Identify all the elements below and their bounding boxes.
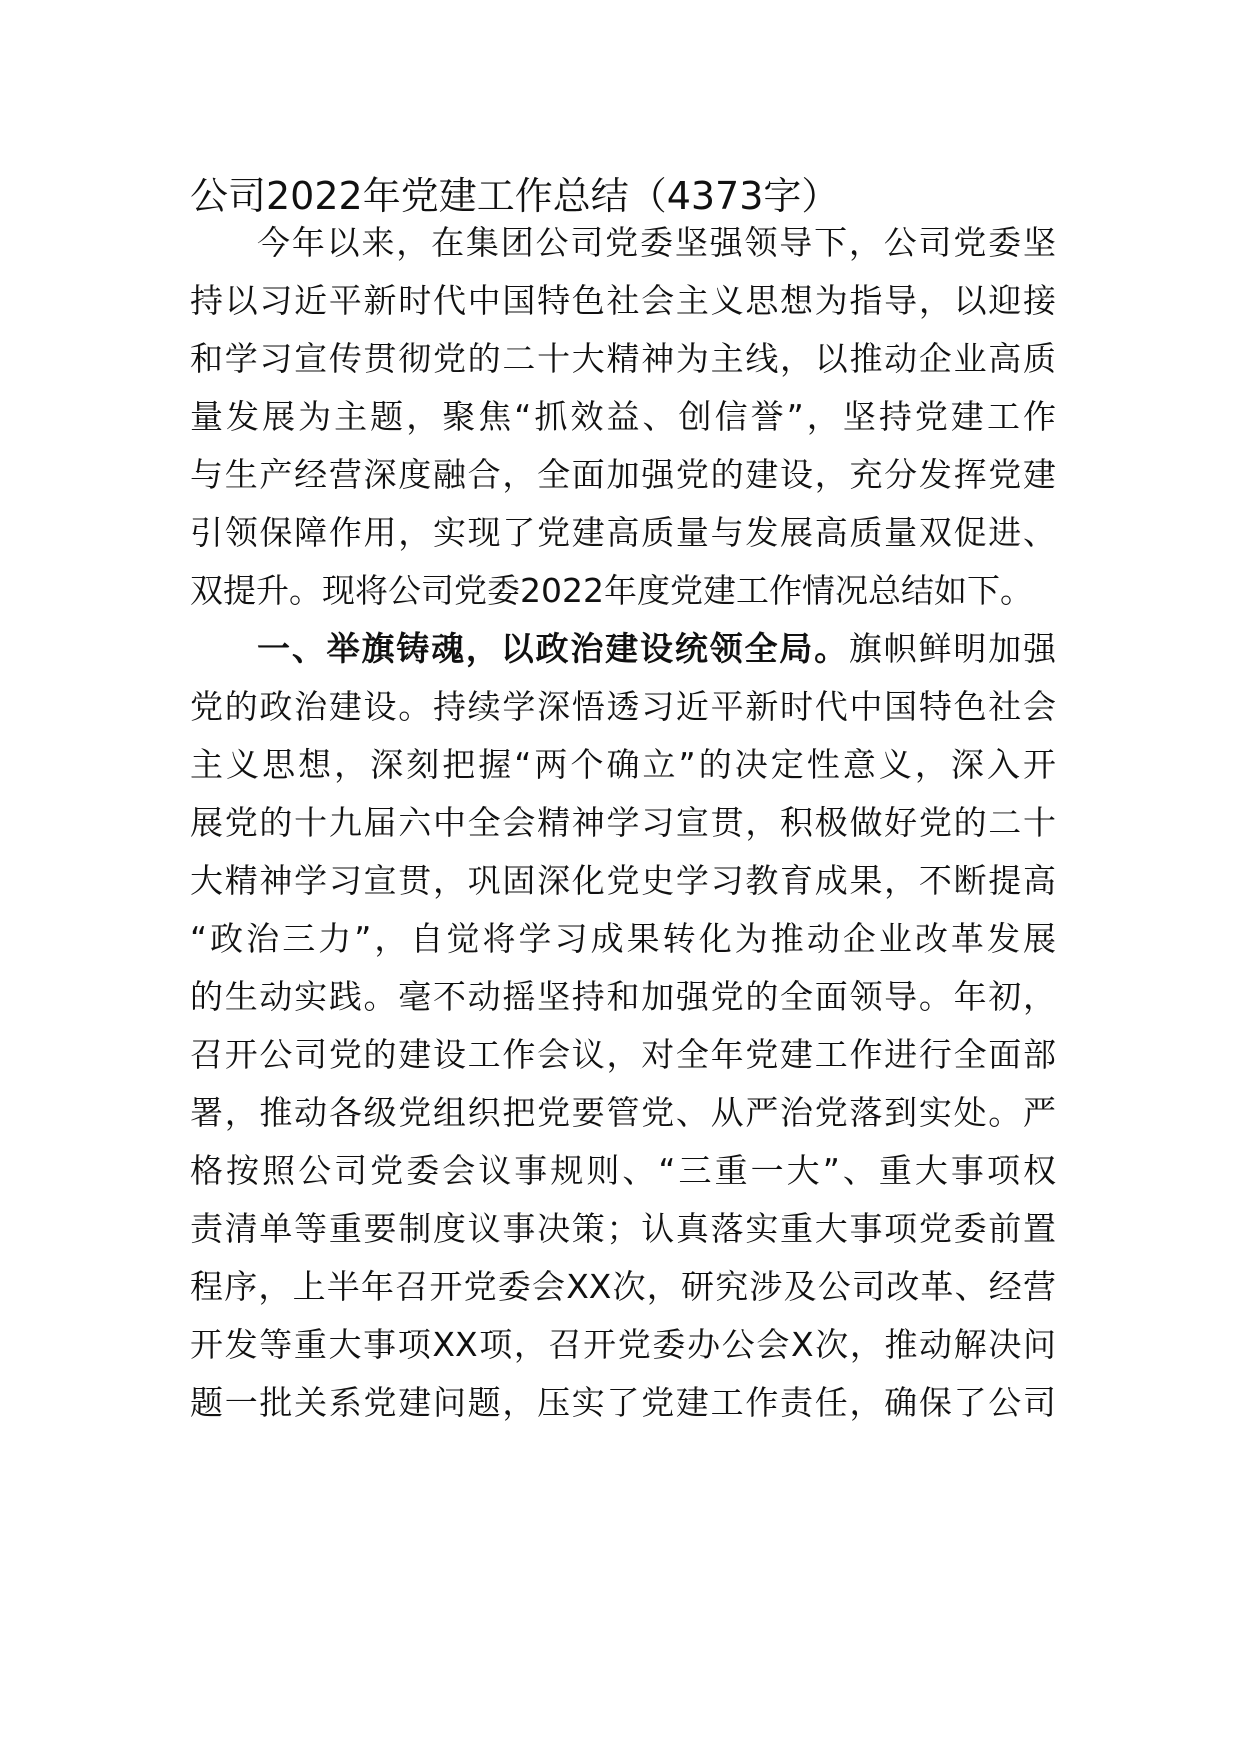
paragraph-line: 与生产经营深度融合，全面加强党的建设，充分发挥党建 (190, 455, 1056, 494)
paragraph-line: 大精神学习宣贯，巩固深化党史学习教育成果，不断提高 (190, 861, 1056, 900)
section-line-rest: 旗帜鲜明加强 (848, 629, 1057, 668)
paragraph-line: 召开公司党的建设工作会议，对全年党建工作进行全面部 (190, 1035, 1056, 1074)
paragraph-line: 展党的十九届六中全会精神学习宣贯，积极做好党的二十 (190, 803, 1056, 842)
paragraph-line: 题一批关系党建问题，压实了党建工作责任，确保了公司 (190, 1383, 1056, 1422)
section-heading-line (257, 624, 1056, 674)
paragraph-line: 程序，上半年召开党委会XX次，研究涉及公司改革、经营 (190, 1267, 1056, 1306)
paragraph-line: 引领保障作用，实现了党建高质量与发展高质量双促进、 (190, 513, 1056, 552)
section-heading: 一、举旗铸魂，以政治建设统领全局。 (257, 629, 849, 668)
paragraph-line: 今年以来，在集团公司党委坚强领导下，公司党委坚 (257, 223, 1056, 262)
paragraph-line: “政治三力”，自觉将学习成果转化为推动企业改革发展 (190, 919, 1056, 958)
paragraph-line: 量发展为主题，聚焦“抓效益、创信誉”，坚持党建工作 (190, 397, 1056, 436)
paragraph-line: 双提升。现将公司党委2022年度党建工作情况总结如下。 (190, 571, 1033, 610)
paragraph-line: 和学习宣传贯彻党的二十大精神为主线，以推动企业高质 (190, 339, 1056, 378)
paragraph-line: 的生动实践。毫不动摇坚持和加强党的全面领导。年初， (190, 977, 1056, 1016)
paragraph-line: 党的政治建设。持续学深悟透习近平新时代中国特色社会 (190, 687, 1056, 726)
paragraph-line: 格按照公司党委会议事规则、“三重一大”、重大事项权 (190, 1151, 1056, 1190)
document-title: 公司2022年党建工作总结（4373字） (190, 174, 840, 218)
paragraph-line: 署，推动各级党组织把党要管党、从严治党落到实处。严 (190, 1093, 1056, 1132)
paragraph-line: 开发等重大事项XX项，召开党委办公会X次，推动解决问 (190, 1325, 1056, 1364)
paragraph-line: 持以习近平新时代中国特色社会主义思想为指导，以迎接 (190, 281, 1056, 320)
paragraph-line: 主义思想，深刻把握“两个确立”的决定性意义，深入开 (190, 745, 1056, 784)
paragraph-line: 责清单等重要制度议事决策；认真落实重大事项党委前置 (190, 1209, 1056, 1248)
